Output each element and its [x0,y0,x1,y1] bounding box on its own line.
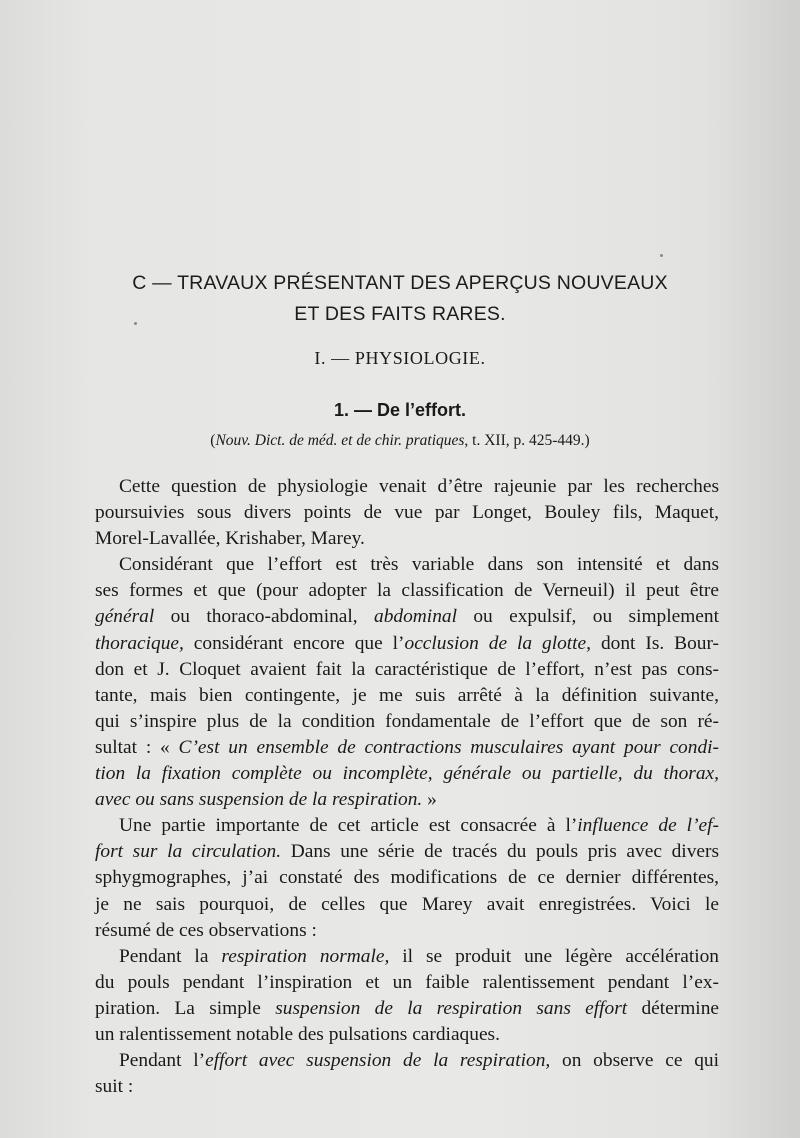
paragraph-3-line: sphygmographes, j’ai constaté des modifications de ce dernier différentes, [95,867,719,889]
paragraph-5-line [95,1048,719,1074]
item-title: 1. — De l’effort. [333,400,467,420]
italic-term: influence de l’ef- [577,815,719,837]
subsection-title: I. — PHYSIOLOGIE. [314,348,486,368]
text-run: ou thoraco-abdominal, [154,606,375,628]
italic-term: effort avec suspension de la respiration, [205,1050,551,1072]
section-heading-line-2: ET DES FAITS RARES. [294,303,506,325]
italic-term: thoracique, [95,632,184,654]
paragraph-1-line: Morel-Lavallée, Krishaber, Marey. [95,528,365,550]
paragraph-1-line: poursuivies sous divers points de vue par Longet, Bouley fils, Maquet, [95,502,719,524]
paragraph-4-line: un ralentissement notable des pulsations cardiaques. [95,1023,500,1045]
print-speck [660,254,663,257]
text-run: détermine [627,997,719,1019]
paragraph-2-line: don et J. Cloquet avaient fait la caractéristique de l’effort, n’est pas cons- [95,658,719,680]
body-text [95,474,719,1100]
text-run: Pendant l’ [119,1050,206,1072]
definition-quote: C’est un ensemble de contractions musculaires ayant pour condi- [178,736,719,758]
text-run: considérant encore que l’ [183,632,405,654]
paragraph-2-line [95,761,719,787]
paragraph-2-line [95,631,719,657]
text-run: dont Is. Bour- [591,632,720,654]
text-run: Pendant la [119,945,222,967]
paragraph-2-line: Considérant que l’effort est très variable dans son intensité et dans [119,554,719,576]
paragraph-3-line [95,813,719,839]
paragraph-2-line [95,787,719,813]
text-run: il se produit une légère accélération [389,945,719,967]
paragraph-2-line: qui s’inspire plus de la condition fondamentale de l’effort que de son ré- [95,710,719,732]
definition-quote: tion la fixation complète ou incomplète, générale ou partielle, du thorax, [95,763,719,785]
text-run: piration. La simple [95,997,276,1019]
paragraph-2-line [95,735,719,761]
text-run: Dans une série de tracés du pouls pris avec divers [281,841,719,863]
bibliographic-reference [100,432,700,450]
text-run: ou expulsif, ou simplement [456,606,719,628]
paragraph-4-line: du pouls pendant l’inspiration et un faible ralentissement pendant l’ex- [95,971,719,993]
paragraph-4-line [95,996,719,1022]
paragraph-1-line: Cette question de physiologie venait d’être rajeunie par les recherches [119,476,719,497]
reference-journal: Nouv. Dict. de méd. et de chir. pratiques [215,432,465,449]
paragraph-2-line: tante, mais bien contingente, je me suis arrêté à la définition suivante, [95,684,719,706]
paragraph-4-line [95,944,719,970]
paragraph-2-line: ses formes et que (pour adopter la classification de Verneuil) il peut être [95,580,719,602]
text-run: on observe ce qui [550,1050,720,1072]
text-run: sultat : « [95,736,179,758]
paragraph-3-line: je ne sais pourquoi, de celles que Marey avait enregistrées. Voici le [95,893,719,915]
paragraph-3-line [95,839,719,865]
paragraph-5-line: suit : [95,1076,134,1098]
text-run: Une partie importante de cet article est consacrée à l’ [119,815,578,837]
reference-details: , t. XII, p. 425-449.) [464,432,590,449]
italic-term: abdominal [374,606,457,628]
italic-term: fort sur la circulation. [95,841,282,863]
italic-term: général [95,606,155,628]
section-heading-line-1: C — TRAVAUX PRÉSENTANT DES APERÇUS NOUVEAUX [132,272,668,294]
italic-term: respiration normale, [221,945,390,967]
paragraph-3-line: résumé de ces observations : [95,919,317,941]
italic-term: suspension de la respiration sans effort [275,997,628,1019]
reference-open-paren: ( [210,432,216,449]
definition-quote: avec ou sans suspension de la respiration. [95,789,423,811]
italic-term: occlusion de la glotte, [404,632,592,654]
paragraph-2-line [95,604,719,630]
text-run: » [422,789,437,811]
